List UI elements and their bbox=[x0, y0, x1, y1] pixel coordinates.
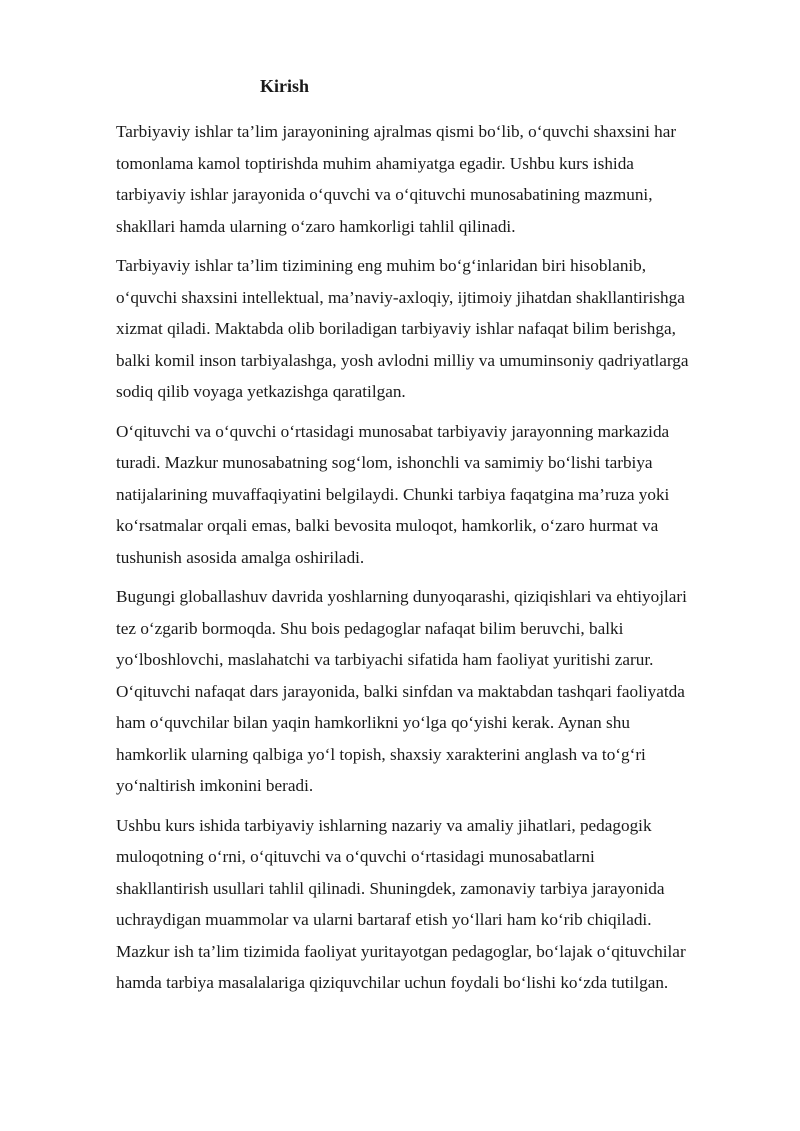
text-line: hamda tarbiya masalalariga qiziquvchilar uchun foydali bo‘lishi ko‘zda tutilgan. bbox=[116, 973, 669, 992]
text-line: Tarbiyaviy ishlar ta’lim jarayonining ajralmas qismi bo‘lib, o‘quvchi shaxsini har bbox=[116, 122, 677, 141]
paragraph-5 bbox=[116, 810, 746, 999]
text-line: ham o‘quvchilar bilan yaqin hamkorlikni yo‘lga qo‘yishi kerak. Aynan shu bbox=[116, 713, 630, 732]
text-line: O‘qituvchi nafaqat dars jarayonida, balki sinfdan va maktabdan tashqari faoliyatda bbox=[116, 681, 685, 701]
text-line: yo‘naltirish imkonini beradi. bbox=[116, 776, 314, 795]
text-line: O‘qituvchi va o‘quvchi o‘rtasidagi munosabat tarbiyaviy jarayonning markazida bbox=[116, 421, 670, 441]
text-line: ko‘rsatmalar orqali emas, balki bevosita muloqot, hamkorlik, o‘zaro hurmat va bbox=[116, 516, 659, 535]
text-line: tomonlama kamol toptirishda muhim ahamiyatga egadir. Ushbu kurs ishida bbox=[116, 153, 634, 173]
text-line: sodiq qilib voyaga yetkazishga qaratilgan. bbox=[116, 382, 406, 401]
paragraph-4 bbox=[116, 581, 746, 802]
text-line: shakllari hamda ularning o‘zaro hamkorligi tahlil qilinadi. bbox=[116, 216, 516, 236]
text-line: Bugungi globallashuv davrida yoshlarning dunyoqarashi, qiziqishlari va ehtiyojlari bbox=[116, 587, 687, 606]
text-line: turadi. Mazkur munosabatning sog‘lom, ishonchli va samimiy bo‘lishi tarbiya bbox=[116, 453, 653, 472]
text-line: xizmat qiladi. Maktabda olib boriladigan tarbiyaviy ishlar nafaqat bilim berishga, bbox=[116, 319, 676, 338]
text-line: Tarbiyaviy ishlar ta’lim tizimining eng muhim bo‘g‘inlaridan biri hisoblanib, bbox=[116, 256, 647, 275]
text-line: hamkorlik ularning qalbiga yo‘l topish, shaxsiy xarakterini anglash va to‘g‘ri bbox=[116, 744, 646, 764]
text-line: natijalarining muvaffaqiyatini belgilaydi. Chunki tarbiya faqatgina ma’ruza yoki bbox=[116, 484, 670, 504]
text-line: muloqotning o‘rni, o‘qituvchi va o‘quvchi o‘rtasidagi munosabatlarni bbox=[116, 847, 595, 866]
paragraph-2 bbox=[116, 250, 746, 408]
text-line: tez o‘zgarib bormoqda. Shu bois pedagoglar nafaqat bilim beruvchi, balki bbox=[116, 618, 624, 638]
text-line: balki komil inson tarbiyalashga, yosh avlodni milliy va umuminsoniy qadriyatlarga bbox=[116, 350, 689, 370]
text-line: tushunish asosida amalga oshiriladi. bbox=[116, 547, 365, 567]
text-line: tarbiyaviy ishlar jarayonida o‘quvchi va o‘qituvchi munosabatining mazmuni, bbox=[116, 185, 653, 204]
text-line: uchraydigan muammolar va ularni bartaraf etish yo‘llari ham ko‘rib chiqiladi. bbox=[116, 910, 652, 929]
text-line: shakllantirish usullari tahlil qilinadi. Shuningdek, zamonaviy tarbiya jarayonida bbox=[116, 878, 665, 898]
text-line: Mazkur ish ta’lim tizimida faoliyat yuritayotgan pedagoglar, bo‘lajak o‘qituvchilar bbox=[116, 941, 686, 961]
text-line: Ushbu kurs ishida tarbiyaviy ishlarning nazariy va amaliy jihatlari, pedagogik bbox=[116, 815, 652, 835]
page-title: Kirish bbox=[260, 76, 310, 96]
paragraph-1 bbox=[116, 116, 746, 242]
text-line: o‘quvchi shaxsini intellektual, ma’naviy-axloqiy, ijtimoiy jihatdan shakllantirishga bbox=[116, 287, 685, 307]
document-body bbox=[116, 116, 746, 1007]
text-line: yo‘lboshlovchi, maslahatchi va tarbiyachi sifatida ham faoliyat yuritishi zarur. bbox=[116, 650, 654, 669]
paragraph-3 bbox=[116, 416, 746, 574]
